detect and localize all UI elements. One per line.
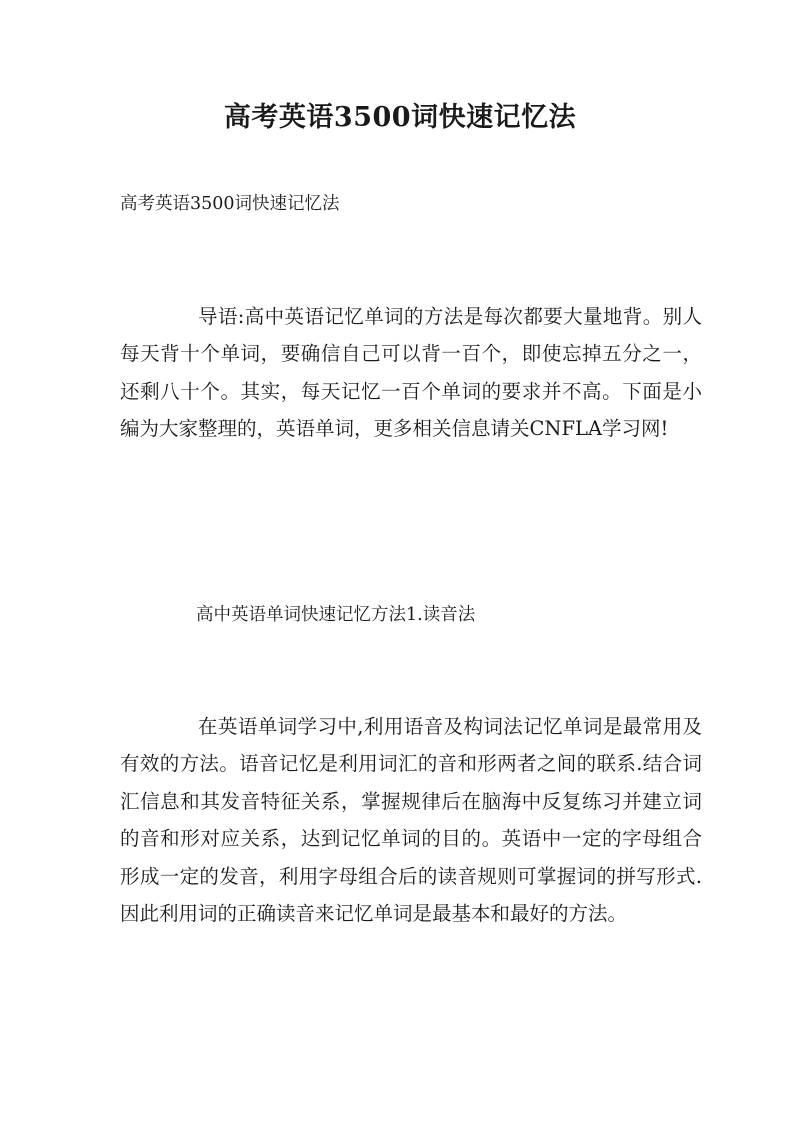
section-heading: 高中英语单词快速记忆方法1.读音法 <box>196 605 476 625</box>
section-paragraph: 在英语单词学习中,利用语音及构词法记忆单词是最常用及有效的方法。语音记忆是利用词汇的音和形两者之间的联系.结合词汇信息和其发音特征关系，掌握规律后在脑海中反复练习并建立词的音和形对应关系，达到记忆单词的目的。英语中一定的字母组合形成一定的发音，利用字母组合后的读音规则可掌握词的拼写形式.因此利用词的正确读音来记忆单词是最基本和最好的方法。 <box>120 715 702 926</box>
document-title: 高考英语3500词快速记忆法 <box>223 102 577 133</box>
intro-paragraph: 导语:高中英语记忆单词的方法是每次都要大量地背。别人每天背十个单词，要确信自己可以背一百个，即使忘掉五分之一，还剩八十个。其实，每天记忆一百个单词的要求并不高。下面是小编为大家整理的，英语单词，更多相关信息请关CNFLA学习网! <box>120 305 702 441</box>
document-subtitle: 高考英语3500词快速记忆法 <box>120 194 340 214</box>
